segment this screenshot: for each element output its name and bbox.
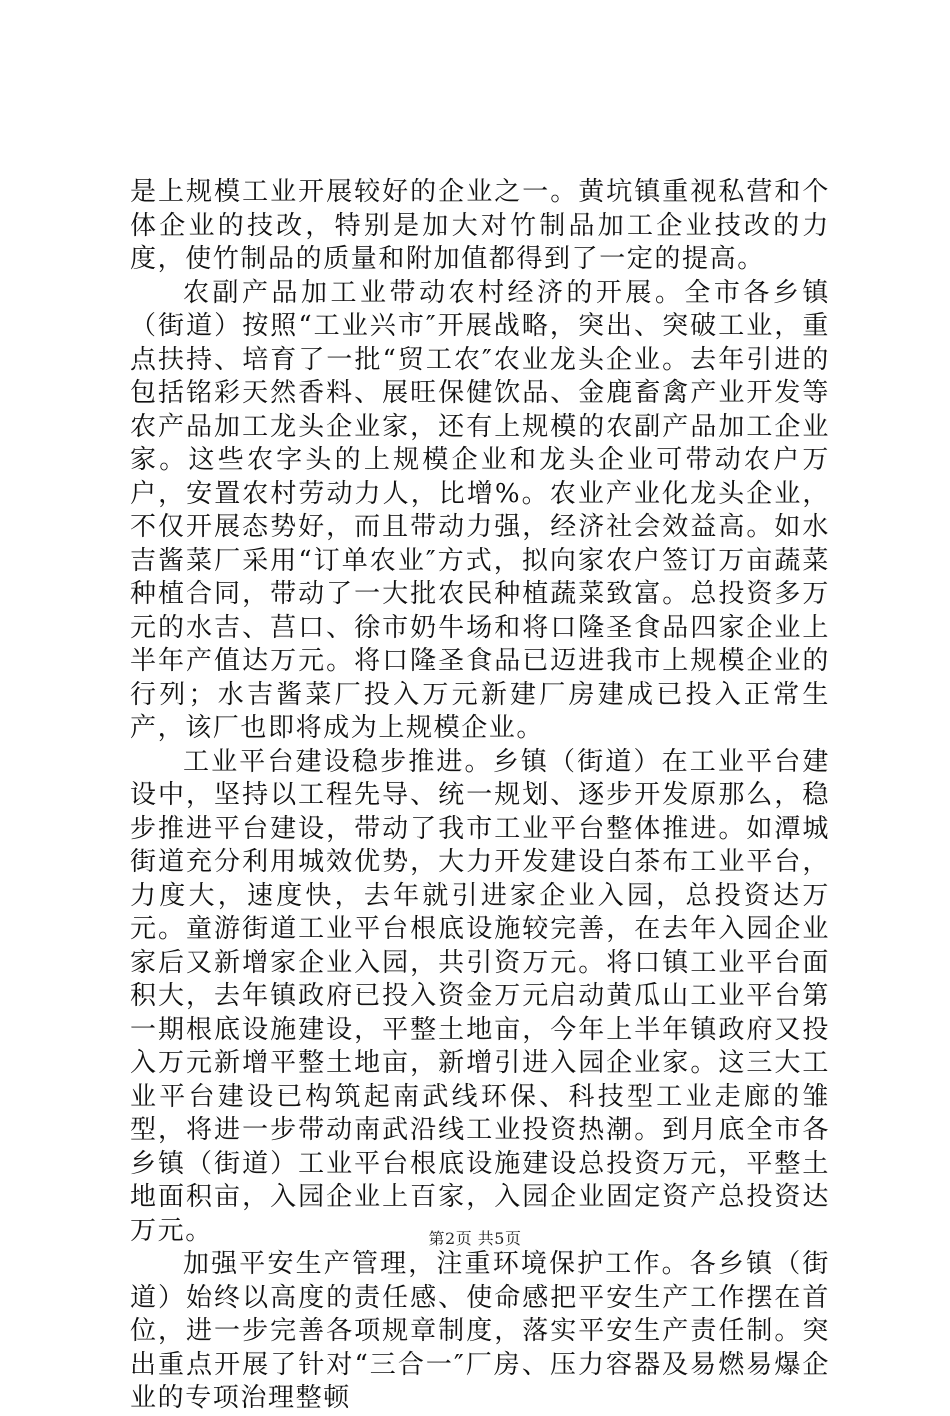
paragraph-agricultural-processing: 农副产品加工业带动农村经济的开展。全市各乡镇（街道）按照“工业兴市″开展战略，突出、突破工业，重点扶持、培育了一批“贸工农″农业龙头企业。去年引进的包括铭彩天然香料、展旺保健饮品、金鹿畜禽产业开发等农产品加工龙头企业家，还有上规模的农副产品加工企业家。这些农字头的上规模企业和龙头企业可带动农户万户，安置农村劳动力人，比增%。农业产业化龙头企业，不仅开展态势好，而且带动力强，经济社会效益高。如水吉酱菜厂采用“订单农业″方式，拟向家农户签订万亩蔬菜种植合同，带动了一大批农民种植蔬菜致富。总投资多万元的水吉、莒口、徐市奶牛场和将口隆圣食品四家企业上半年产值达万元。将口隆圣食品已迈进我市上规模企业的行列；水吉酱菜厂投入万元新建厂房建成已投入正常生产，该厂也即将成为上规模企业。 (130, 277, 830, 743)
paragraph-continuation: 是上规模工业开展较好的企业之一。黄坑镇重视私营和个体企业的技改，特别是加大对竹制品加工企业技改的力度，使竹制品的质量和附加值都得到了一定的提高。 (130, 177, 830, 274)
paragraph-safety-production: 加强平安生产管理，注重环境保护工作。各乡镇（街道）始终以高度的责任感、使命感把平安生产工作摆在首位，进一步完善各项规章制度，落实平安生产责任制。突出重点开展了针对“三合一″厂房、压力容器及易燃易爆企业的专项治理整顿 (130, 1249, 830, 1413)
paragraph-industrial-platform: 工业平台建设稳步推进。乡镇（街道）在工业平台建设中，坚持以工程先导、统一规划、逐步开发原那么，稳步推进平台建设，带动了我市工业平台整体推进。如潭城街道充分利用城效优势，大力开发建设白茶布工业平台，力度大，速度快，去年就引进家企业入园，总投资达万元。童游街道工业平台根底设施较完善，在去年入园企业家后又新增家企业入园，共引资万元。将口镇工业平台面积大，去年镇政府已投入资金万元启动黄瓜山工业平台第一期根底设施建设，平整土地亩，今年上半年镇政府又投入万元新增平整土地亩，新增引进入园企业家。这三大工业平台建设已构筑起南武线环保、科技型工业走廊的雏型，将进一步带动南武沿线工业投资热潮。到月底全市各乡镇（街道）工业平台根底设施建设总投资万元，平整土地面积亩，入园企业上百家，入园企业固定资产总投资达万元。 (130, 746, 830, 1246)
page-number-footer: 第2页 共5页 (428, 1229, 522, 1248)
